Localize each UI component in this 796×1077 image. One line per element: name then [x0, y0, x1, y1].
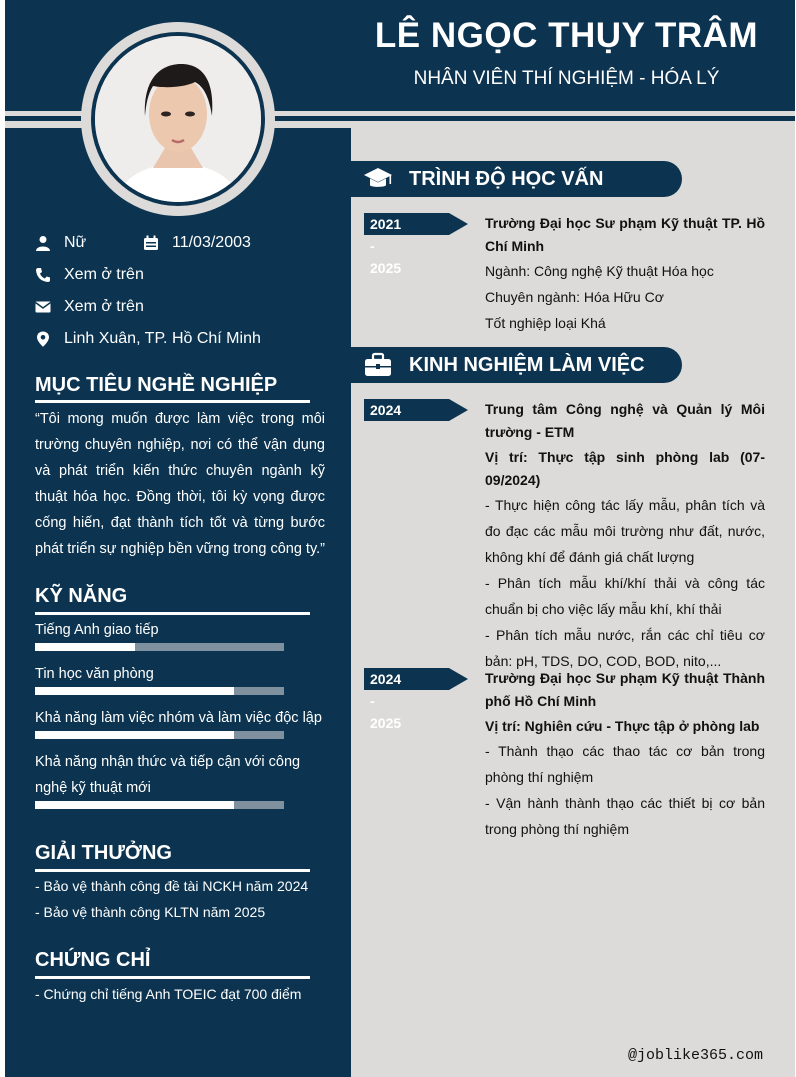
- cv-page: [5, 0, 795, 1077]
- experience-line: - Phân tích mẫu nước, rắn các chỉ tiêu cơ bản: pH, TDS, DO, COD, BOD, nito,...: [485, 627, 765, 669]
- education-line: Chuyên ngành: Hóa Hữu Cơ: [485, 289, 664, 305]
- experience-line: - Vận hành thành thạo các thiết bị cơ bản trong phòng thí nghiệm: [485, 795, 765, 837]
- awards-title: GIẢI THƯỞNG: [35, 842, 172, 864]
- email-row: [35, 298, 144, 316]
- skill-bar-fill: [35, 801, 234, 809]
- birthday-value: 11/03/2003: [172, 234, 251, 251]
- certificates-title: CHỨNG CHỈ: [35, 949, 151, 971]
- person-icon: [35, 235, 51, 251]
- experience-position: Vị trí: Nghiên cứu - Thực tập ở phòng lab: [485, 718, 760, 734]
- phone-row: [35, 266, 144, 284]
- experience-line: - Phân tích mẫu khí/khí thải và công tác chuẩn bị cho việc lấy mẫu khí, khí thải: [485, 575, 765, 617]
- experience-period: 2024 - 2025: [370, 671, 402, 731]
- gender-row: [35, 234, 86, 252]
- awards-divider: [35, 869, 310, 872]
- job-title: NHÂN VIÊN THÍ NGHIỆM - HÓA LÝ: [413, 68, 720, 89]
- skills-title: KỸ NĂNG: [35, 585, 128, 607]
- experience-line: - Thực hiện công tác lấy mẫu, phân tích và đo đạc các mẫu môi trường như đất, nước, không khí để đánh giá chất lượng: [485, 497, 765, 565]
- objective-title: MỤC TIÊU NGHỀ NGHIỆP: [35, 374, 278, 396]
- address-row: [35, 330, 261, 348]
- phone-value: Xem ở trên: [64, 266, 144, 283]
- education-line: Ngành: Công nghệ Kỹ thuật Hóa học: [485, 263, 714, 279]
- skill-bar-fill: [35, 643, 135, 651]
- award-item: - Bảo vệ thành công đề tài NCKH năm 2024: [35, 878, 309, 894]
- education-heading: [351, 161, 682, 197]
- objective-text: “Tôi mong muốn được làm việc trong môi trường chuyên nghiệp, nơi có thể vận dụng và phát triển kiến thức chuyên ngành kỹ thuật hóa học. Đồng thời, tôi kỳ vọng được cống hiến, đạt thành tích tốt và từng bước phát triển sự nghiệp bền vững trong công ty.”: [35, 411, 325, 557]
- skill-label: Khả năng nhận thức và tiếp cận với công nghệ kỹ thuật mới: [35, 754, 301, 796]
- experience-org: Trung tâm Công nghệ và Quản lý Môi trường - ETM: [485, 401, 765, 440]
- experience-title: KINH NGHIỆM LÀM VIỆC: [409, 353, 645, 376]
- skills-divider: [35, 612, 310, 615]
- education-school: Trường Đại học Sư phạm Kỹ thuật TP. Hồ Chí Minh: [485, 215, 765, 254]
- experience-line: - Thành thạo các thao tác cơ bản trong phòng thí nghiệm: [485, 743, 765, 785]
- skill-bar: [35, 687, 284, 695]
- briefcase-icon: [363, 352, 393, 378]
- experience-period: 2024: [370, 402, 402, 418]
- experience-heading: [351, 347, 682, 383]
- gender-value: Nữ: [64, 234, 87, 251]
- award-item: - Bảo vệ thành công KLTN năm 2025: [35, 904, 266, 920]
- phone-icon: [35, 267, 51, 283]
- education-title: TRÌNH ĐỘ HỌC VẤN: [409, 167, 604, 190]
- skill-bar: [35, 731, 284, 739]
- candidate-name: LÊ NGỌC THỤY TRÂM: [374, 16, 759, 55]
- skill-label: Tiếng Anh giao tiếp: [35, 622, 159, 638]
- experience-org: Trường Đại học Sư phạm Kỹ thuật Thành phố Hồ Chí Minh: [485, 670, 765, 709]
- address-value: Linh Xuân, TP. Hồ Chí Minh: [64, 330, 261, 347]
- email-value: Xem ở trên: [64, 298, 144, 315]
- envelope-icon: [35, 299, 51, 315]
- location-pin-icon: [35, 331, 51, 347]
- footer-watermark: @joblike365.com: [628, 1047, 764, 1064]
- education-line: Tốt nghiệp loại Khá: [485, 315, 606, 331]
- objective-divider: [35, 400, 310, 403]
- birthday-row: [143, 234, 251, 252]
- experience-entry: [485, 667, 765, 842]
- skill-label: Khả năng làm việc nhóm và làm việc độc lập: [35, 710, 322, 726]
- skill-bar: [35, 643, 284, 651]
- skill-bar-fill: [35, 687, 234, 695]
- certificates-divider: [35, 976, 310, 979]
- avatar: [91, 32, 265, 206]
- experience-position: Vị trí: Thực tập sinh phòng lab (07-09/2024): [485, 449, 765, 488]
- experience-entry: [485, 398, 765, 674]
- calendar-icon: [143, 235, 159, 251]
- education-entry: [485, 212, 765, 336]
- education-period: 2021 - 2025: [370, 216, 402, 276]
- skill-bar: [35, 801, 284, 809]
- skill-bar-fill: [35, 731, 234, 739]
- certificate-item: - Chứng chỉ tiếng Anh TOEIC đạt 700 điểm: [35, 986, 302, 1002]
- graduation-cap-icon: [363, 166, 393, 192]
- skill-label: Tin học văn phòng: [35, 666, 154, 682]
